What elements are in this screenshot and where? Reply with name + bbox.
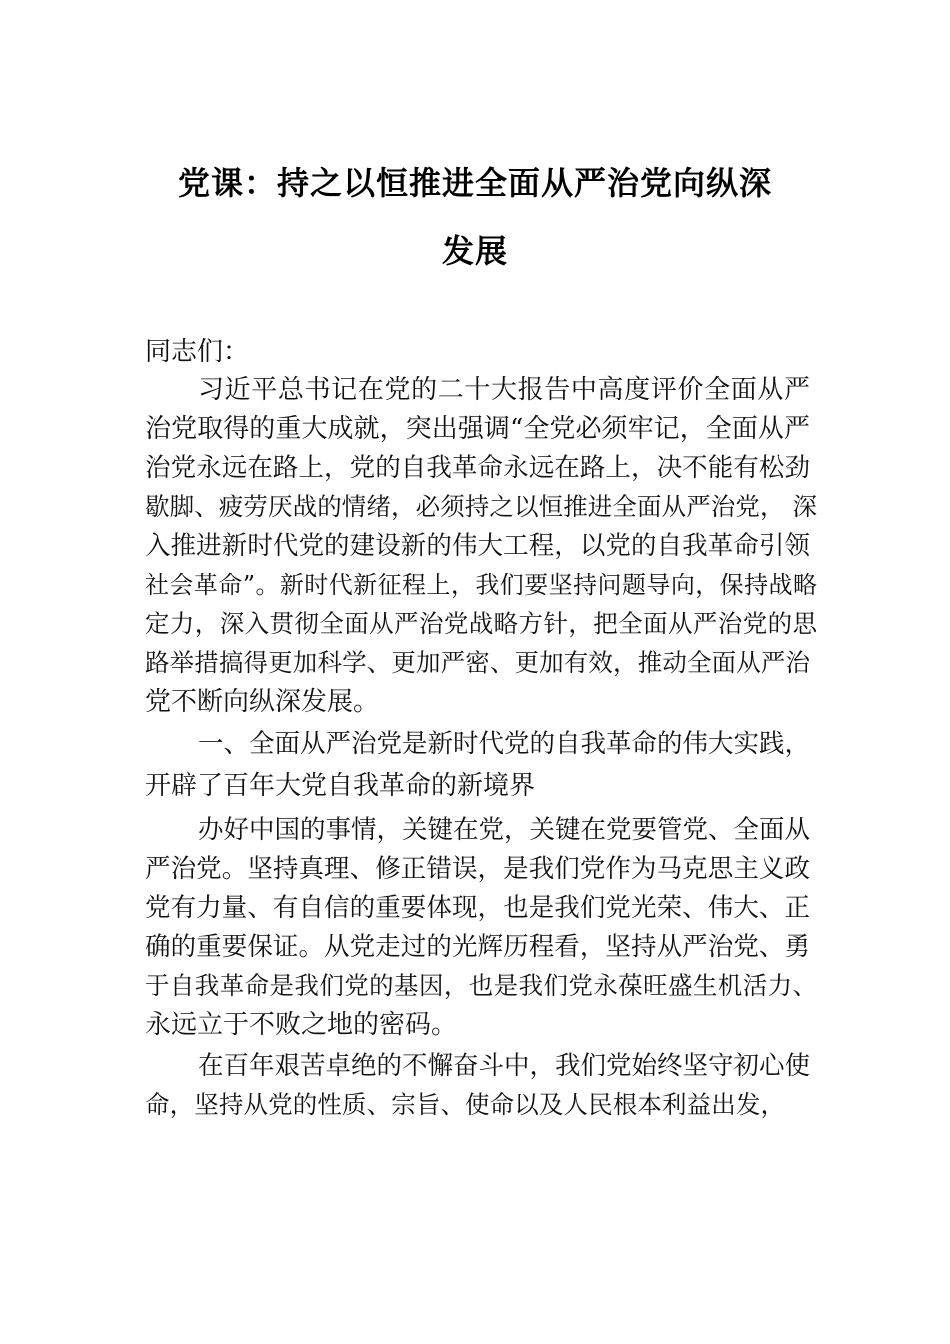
paragraph-1-line-2: 治党取得的重大成就，突出强调“全党必须牢记，全面从严 — [145, 414, 810, 444]
paragraph-1-line-7: 定力，深入贯彻全面从严治党战略方针，把全面从严治党的思 — [145, 609, 817, 638]
paragraph-3-line-2: 命，坚持从党的性质、宗旨、使命以及人民根本利益出发， — [145, 1090, 785, 1119]
paragraph-line — [0, 1046, 950, 1086]
paragraph-line — [0, 487, 950, 527]
document-title-line-1: 党课：持之以恒推进全面从严治党向纵深 — [177, 164, 772, 202]
paragraph-line — [0, 370, 950, 410]
paragraph-line — [0, 966, 950, 1006]
salutation-line — [0, 332, 950, 372]
section-heading-line-1: 一、全面从严治党是新时代党的自我革命的伟大实践， — [198, 729, 811, 759]
paragraph-line — [0, 849, 950, 889]
heading-line — [0, 724, 950, 764]
paragraph-1-line-4: 歇脚、疲劳厌战的情绪，必须持之以恒推进全面从严治党， 深 — [145, 492, 817, 521]
paragraph-2-line-3: 党有力量、有自信的重要体现，也是我们党光荣、伟大、正 — [145, 893, 810, 923]
paragraph-line — [0, 927, 950, 967]
paragraph-1-line-3: 治党永远在路上，党的自我革命永远在路上，决不能有松劲 — [145, 453, 810, 483]
paragraph-line — [0, 1005, 950, 1045]
paragraph-2-line-1: 办好中国的事情，关键在党，关键在党要管党、全面从 — [198, 815, 811, 845]
paragraph-line — [0, 810, 950, 850]
paragraph-line — [0, 888, 950, 928]
paragraph-line — [0, 682, 950, 722]
salutation: 同志们： — [145, 337, 250, 367]
paragraph-line — [0, 565, 950, 605]
paragraph-1-line-8: 路举措搞得更加科学、更加严密、更加有效，推动全面从严治 — [145, 648, 810, 677]
paragraph-2-line-5: 于自我革命是我们党的基因，也是我们党永葆旺盛生机活力、 — [145, 971, 817, 1000]
paragraph-line — [0, 604, 950, 644]
paragraph-1-line-1: 习近平总书记在党的二十大报告中高度评价全面从严 — [198, 375, 810, 405]
paragraph-1-line-9: 党不断向纵深发展。 — [145, 687, 380, 717]
paragraph-2-line-6: 永远立于不败之地的密码。 — [145, 1010, 458, 1040]
paragraph-2-line-4: 确的重要保证。从党走过的光辉历程看，坚持从严治党、勇 — [145, 932, 810, 962]
paragraph-1-line-6: 社会革命”。新时代新征程上，我们要坚持问题导向，保持战略 — [145, 571, 817, 599]
section-heading-line-2: 开辟了百年大党自我革命的新境界 — [145, 771, 536, 801]
paragraph-2-line-2: 严治党。坚持真理、修正错误，是我们党作为马克思主义政 — [145, 854, 810, 884]
paragraph-line — [0, 448, 950, 488]
paragraph-line — [0, 526, 950, 566]
paragraph-1-line-5: 入推进新时代党的建设新的伟大工程，以党的自我革命引领 — [145, 531, 810, 561]
document-title-line-2: 发展 — [441, 232, 508, 270]
paragraph-line — [0, 1085, 950, 1125]
paragraph-line — [0, 409, 950, 449]
heading-line — [0, 766, 950, 806]
paragraph-line — [0, 643, 950, 683]
paragraph-3-line-1: 在百年艰苦卓绝的不懈奋斗中，我们党始终坚守初心使 — [198, 1051, 811, 1081]
